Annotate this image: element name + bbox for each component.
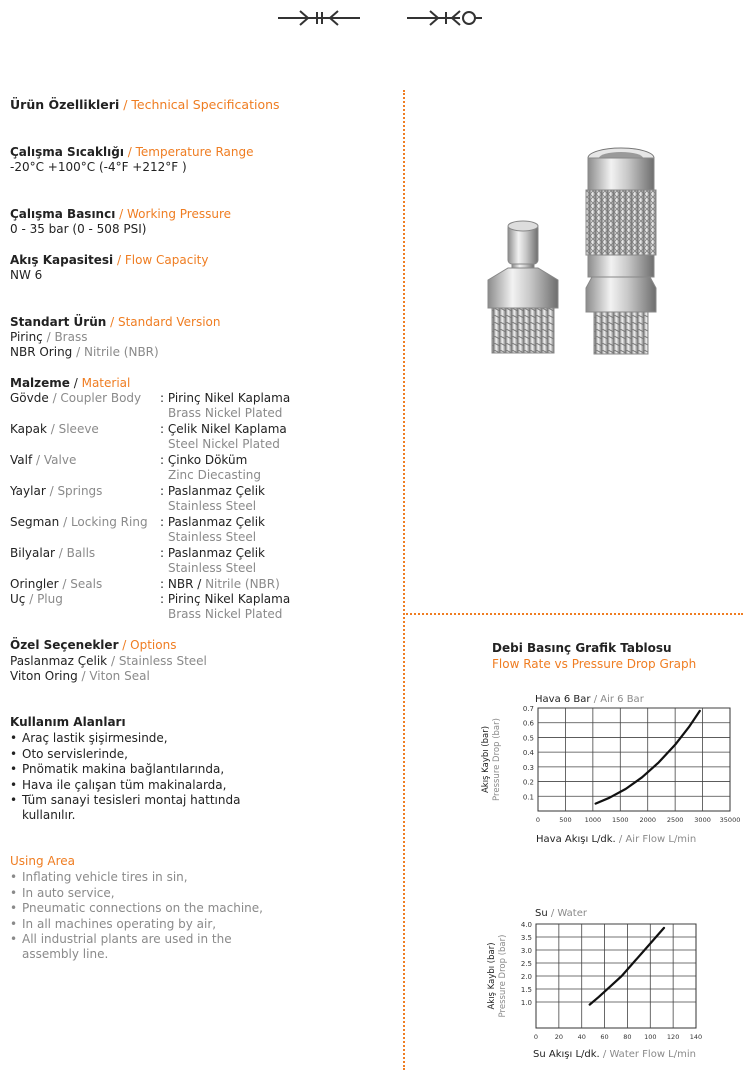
flow-value: NW 6 [10, 268, 43, 282]
x-tick-label: 40 [577, 1033, 586, 1041]
material-label: Uç / Plug [10, 592, 63, 606]
standard-row: NBR Oring / Nitrile (NBR) [10, 345, 159, 359]
x-tick-label: 20 [554, 1033, 563, 1041]
material-value-en: Stainless Steel [168, 530, 257, 544]
x-tick-label: 2000 [639, 816, 656, 824]
usage-tr-list [10, 731, 240, 809]
y-tick-label: 2.0 [520, 973, 532, 981]
x-tick-label: 2500 [666, 816, 684, 824]
list-item: • Inflating vehicle tires in sin, [10, 870, 263, 886]
list-item: • In all machines operating by air, [10, 917, 263, 933]
standard-row: Pirinç / Brass [10, 330, 88, 344]
chart1-xlabel: Hava Akışı L/dk. / Air Flow L/min [536, 834, 697, 845]
plug-image [488, 221, 558, 353]
chart2-xlabel: Su Akışı L/dk. / Water Flow L/min [533, 1049, 696, 1060]
y-tick-label: 4.0 [520, 921, 532, 929]
coupling-symbols [270, 4, 500, 32]
material-label: Yaylar / Springs [10, 484, 103, 498]
usage-tr-heading: Kullanım Alanları [10, 715, 126, 729]
usage-en-list [10, 870, 263, 948]
horizontal-divider [403, 613, 743, 615]
y-tick-label: 1.0 [520, 999, 532, 1007]
material-value-en: Zinc Diecasting [168, 468, 261, 482]
x-tick-label: 0 [535, 816, 541, 824]
options-heading: Özel Seçenekler / Options [10, 638, 177, 652]
material-value-en: Steel Nickel Plated [168, 437, 280, 451]
material-value: : Çelik Nikel Kaplama [160, 422, 287, 436]
vertical-divider [403, 90, 405, 1070]
y-tick-label: 3.5 [520, 934, 532, 942]
y-tick-label: 3.0 [520, 947, 532, 955]
chart2-title: Su / Water [535, 908, 587, 919]
graph-heading-tr: Debi Basınç Grafik Tablosu [492, 641, 672, 655]
pressure-value: 0 - 35 bar (0 - 508 PSI) [10, 222, 147, 236]
y-axis-label-tr: Akış Kaybı (bar) [487, 942, 497, 1010]
material-value: : Pirinç Nikel Kaplama [160, 391, 291, 405]
y-tick-label: 0.6 [522, 719, 534, 728]
x-tick-label: 0 [533, 1033, 539, 1041]
coupling-symbol-open-icon [278, 11, 360, 25]
list-item: • Araç lastik şişirmesinde, [10, 731, 240, 747]
y-tick-label: 0.1 [522, 793, 534, 802]
options-row: Viton Oring / Viton Seal [10, 669, 150, 683]
y-axis-label-tr: Akış Kaybı (bar) [481, 725, 491, 794]
material-heading: Malzeme / Material [10, 376, 131, 390]
temperature-heading: Çalışma Sıcaklığı / Temperature Range [10, 145, 254, 159]
material-value: : Pirinç Nikel Kaplama [160, 592, 291, 606]
material-label: Kapak / Sleeve [10, 422, 99, 436]
x-tick-label: 100 [644, 1033, 657, 1041]
y-tick-label: 0.4 [522, 749, 534, 758]
y-axis-label-en: Pressure Drop (bar) [498, 934, 508, 1018]
graph-heading-en: Flow Rate vs Pressure Drop Graph [492, 657, 697, 671]
x-tick-label: 500 [559, 816, 572, 824]
material-value: : Paslanmaz Çelik [160, 515, 265, 529]
plot-frame [538, 708, 730, 811]
y-tick-label: 2.5 [520, 960, 532, 968]
x-tick-label: 3000 [694, 816, 711, 824]
material-value-en: Stainless Steel [168, 499, 257, 513]
y-tick-label: 1.5 [520, 986, 532, 994]
y-tick-label: 0.5 [522, 734, 534, 743]
list-item-continuation: assembly line. [22, 947, 109, 961]
y-tick-label: 0.3 [522, 763, 534, 772]
material-value-en: Brass Nickel Plated [168, 607, 283, 621]
page-title: Ürün Özellikleri / Technical Specifications [10, 97, 280, 112]
material-label: Gövde / Coupler Body [10, 391, 142, 405]
list-item: • Pneumatic connections on the machine, [10, 901, 263, 917]
list-item: • Hava ile çalışan tüm makinalarda, [10, 778, 240, 794]
y-tick-label: 0.2 [522, 778, 534, 787]
material-value-en: Brass Nickel Plated [168, 406, 283, 420]
material-label: Segman / Locking Ring [10, 515, 148, 529]
list-item: • In auto service, [10, 886, 263, 902]
coupling-symbol-check-valve-icon [407, 11, 482, 25]
material-value: : Paslanmaz Çelik [160, 484, 265, 498]
list-item-continuation: kullanılır. [22, 808, 76, 822]
material-label: Bilyalar / Balls [10, 546, 96, 560]
material-value: : Çinko Döküm [160, 453, 248, 467]
chart-water-flow [470, 915, 740, 1045]
list-item: • Pnömatik makina bağlantılarında, [10, 762, 240, 778]
y-tick-label: 0.7 [522, 705, 534, 713]
flow-heading: Akış Kapasitesi / Flow Capacity [10, 253, 209, 267]
material-label: Oringler / Seals [10, 577, 103, 591]
options-row: Paslanmaz Çelik / Stainless Steel [10, 654, 207, 668]
chart1-title: Hava 6 Bar / Air 6 Bar [535, 694, 644, 705]
material-label: Valf / Valve [10, 453, 77, 467]
x-tick-label: 60 [600, 1033, 609, 1041]
y-axis-label-en: Pressure Drop (bar) [492, 718, 502, 801]
list-item: • Oto servislerinde, [10, 747, 240, 763]
usage-en-heading: Using Area [10, 854, 76, 868]
material-value: : Paslanmaz Çelik [160, 546, 265, 560]
list-item: • All industrial plants are used in the [10, 932, 263, 948]
standard-heading: Standart Ürün / Standard Version [10, 315, 221, 329]
material-value-en: Stainless Steel [168, 561, 257, 575]
coupler-image [586, 148, 656, 354]
x-tick-label: 1500 [612, 816, 629, 824]
product-image [470, 140, 690, 365]
series-line [590, 928, 664, 1005]
chart-air-flow [470, 700, 740, 828]
x-tick-label: 80 [623, 1033, 632, 1041]
x-tick-label: 140 [689, 1033, 703, 1041]
pressure-heading: Çalışma Basıncı / Working Pressure [10, 207, 231, 221]
temperature-value: -20°C +100°C (-4°F +212°F ) [10, 160, 187, 174]
x-tick-label: 35000 [719, 816, 740, 824]
x-tick-label: 1000 [584, 816, 602, 824]
x-tick-label: 120 [666, 1033, 680, 1041]
list-item: • Tüm sanayi tesisleri montaj hattında [10, 793, 240, 809]
material-value: : NBR / Nitrile (NBR) [160, 577, 280, 591]
